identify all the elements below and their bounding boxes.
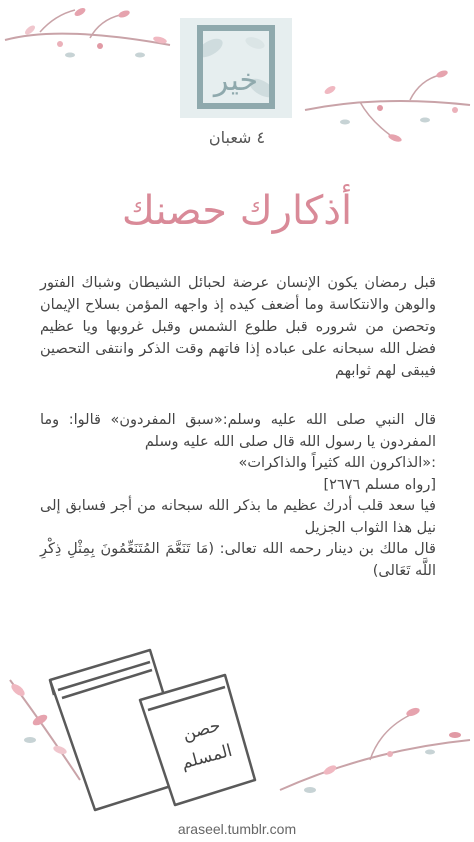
logo-text: خير	[213, 63, 259, 98]
hadith-paragraph	[40, 410, 436, 582]
quote-line: قال مالك بن دينار رحمه الله تعالى: (مَا تَنَعَّمَ المُتَنَعِّمُونَ بِمِثْلِ ذِكْرِ اللَّه تَعَالى)	[40, 541, 436, 579]
book-title-line1: حصن	[180, 715, 223, 745]
book-title-line2: المسلم	[179, 740, 235, 774]
blossom-branch-top-left	[0, 0, 180, 70]
blossom-branch-bottom-left	[0, 670, 90, 790]
hadith-line: :«الذاكرون الله كثيراً والذاكرات»	[238, 455, 436, 471]
logo-mark	[180, 18, 292, 118]
intro-paragraph: قبل رمضان يكون الإنسان عرضة لحبائل الشيطان وشباك الفتور والوهن والانتكاسة وما أضعف كيده إذ واجهه المؤمن بسلاح الإيمان وتحصن من شروره قبل طلوع الشمس وقبل غروبها ويا عظيم فضل الله سبحانه على عباده إذا فاتهم وقت الذكر وانتفى التحصين فيبقى لهم ثوابهم	[40, 275, 436, 379]
page-title: أذكارك حصنك	[121, 188, 353, 234]
hadith-reference: [رواه مسلم ٢٦٧٦]	[323, 476, 436, 493]
site-url: araseel.tumblr.com	[177, 821, 297, 837]
hadith-line: قال النبي صلى الله عليه وسلم:«سبق المفردون» قالوا: وما المفردون يا رسول الله قال صلى الله عليه وسلم	[40, 412, 436, 450]
date-label: ٤ شعبان	[208, 128, 266, 147]
blossom-branch-bottom-right	[270, 690, 474, 810]
hadith-line: فيا سعد قلب أدرك عظيم ما بذكر الله سبحانه من أجر فسابق إلى نيل هذا الثواب الجزيل	[40, 498, 436, 536]
